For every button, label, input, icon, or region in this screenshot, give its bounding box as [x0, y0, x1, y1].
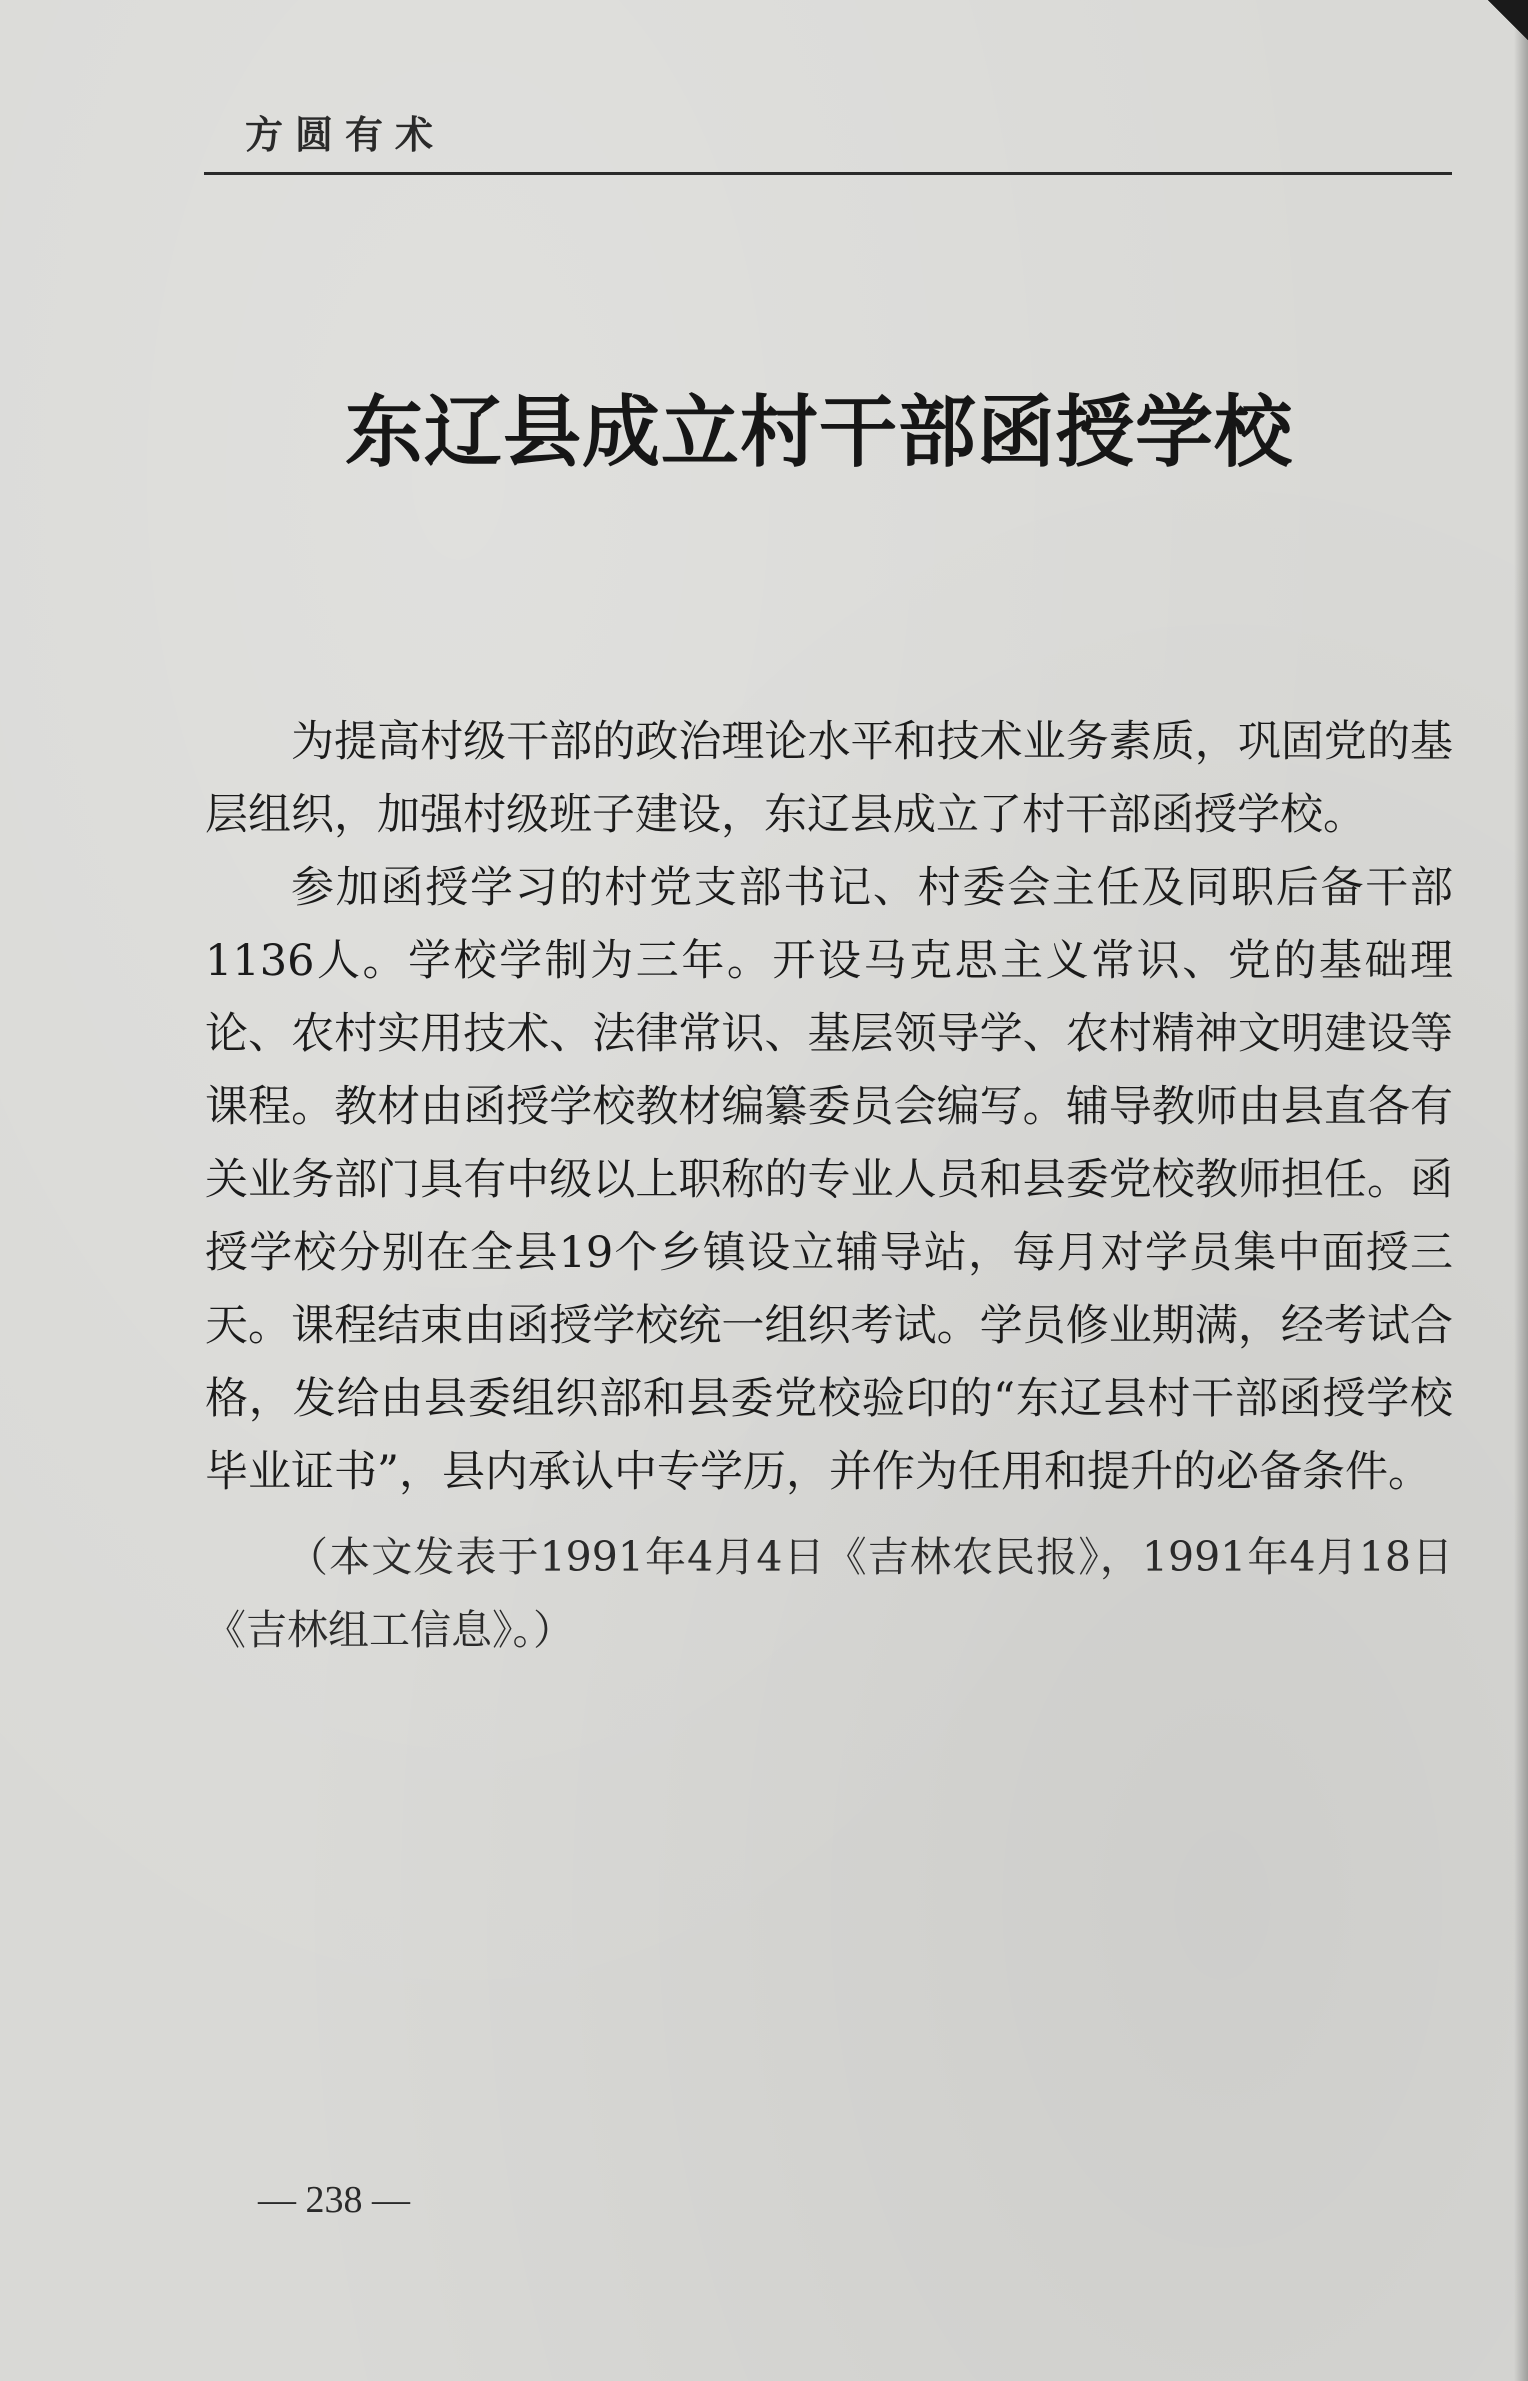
- article-body: [205, 706, 1453, 1667]
- header-rule: [204, 172, 1452, 175]
- page-corner: [1488, 0, 1528, 40]
- source-note: （本文发表于1991年4月4日《吉林农民报》，1991年4月18日《吉林组工信息》。）: [205, 1533, 1453, 1654]
- paragraph-2: 参加函授学习的村党支部书记、村委会主任及同职后备干部1136人。学校学制为三年。开设马克思主义常识、党的基础理论、农村实用技术、法律常识、基层领导学、农村精神文明建设等课程。教材由函授学校教材编纂委员会编写。辅导教师由县直各有关业务部门具有中级以上职称的专业人员和县委党校教师担任。函授学校分别在全县19个乡镇设立辅导站，每月对学员集中面授三天。课程结束由函授学校统一组织考试。学员修业期满，经考试合格，发给由县委组织部和县委党校验印的“东辽县村干部函授学校毕业证书”，县内承认中专学历，并作为任用和提升的必备条件。: [205, 863, 1453, 1497]
- running-head: 方圆有术: [245, 113, 446, 157]
- paragraph-1: 为提高村级干部的政治理论水平和技术业务素质，巩固党的基层组织，加强村级班子建设，东辽县成立了村干部函授学校。: [205, 717, 1453, 840]
- page-edge-shadow: [1514, 0, 1528, 2381]
- page-number: — 238 —: [258, 2179, 410, 2221]
- article-title: 东辽县成立村干部函授学校: [344, 387, 1293, 478]
